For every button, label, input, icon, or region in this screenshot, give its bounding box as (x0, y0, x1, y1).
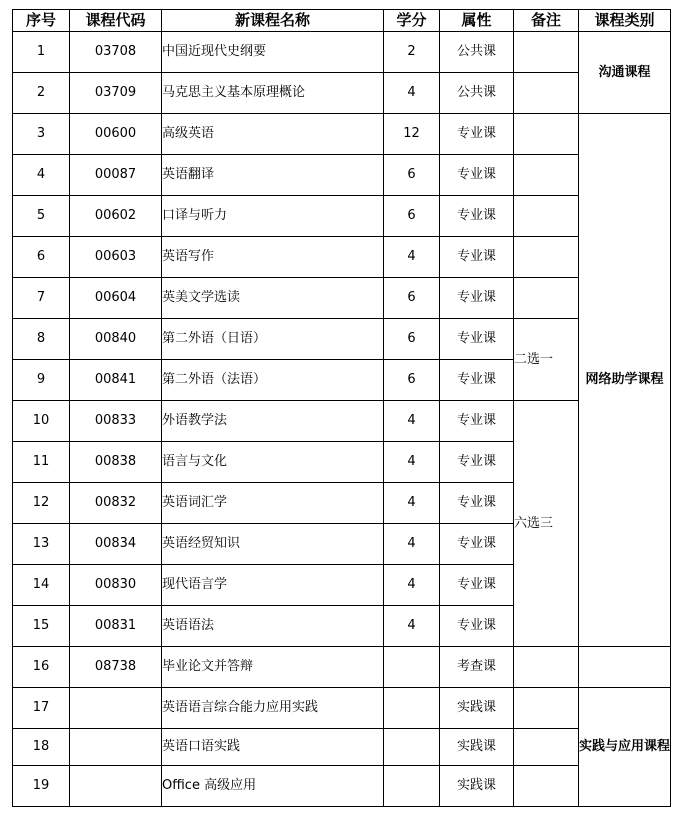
cell-code: 00840 (70, 319, 162, 360)
cell-no: 14 (13, 565, 70, 606)
note-choose-six-three: 六选三 (514, 401, 579, 647)
cell-attr: 专业课 (440, 483, 514, 524)
cell-code: 00831 (70, 606, 162, 647)
cell-no: 5 (13, 196, 70, 237)
cell-attr: 实践课 (440, 688, 514, 729)
header-no: 序号 (13, 10, 70, 32)
table-row (13, 155, 671, 196)
cell-attr: 专业课 (440, 401, 514, 442)
cell-no: 9 (13, 360, 70, 401)
cell-note (514, 196, 579, 237)
cell-no: 12 (13, 483, 70, 524)
cell-name: 英语写作 (162, 237, 384, 278)
cell-note (514, 647, 579, 688)
cell-attr: 专业课 (440, 524, 514, 565)
cell-code: 00832 (70, 483, 162, 524)
cell-credit (384, 688, 440, 729)
cell-no: 17 (13, 688, 70, 729)
cell-code (70, 766, 162, 807)
cell-attr: 专业课 (440, 237, 514, 278)
table-row (13, 278, 671, 319)
cell-code (70, 688, 162, 729)
cell-attr: 专业课 (440, 155, 514, 196)
category-online: 网络助学课程 (579, 114, 671, 647)
cell-category (579, 647, 671, 688)
cell-note (514, 114, 579, 155)
table-row (13, 32, 671, 73)
cell-attr: 公共课 (440, 32, 514, 73)
course-table (12, 9, 671, 807)
cell-credit: 4 (384, 524, 440, 565)
cell-code: 00830 (70, 565, 162, 606)
header-note: 备注 (514, 10, 579, 32)
cell-credit: 6 (384, 155, 440, 196)
cell-attr: 专业课 (440, 565, 514, 606)
cell-name: 第二外语（日语） (162, 319, 384, 360)
cell-credit: 6 (384, 360, 440, 401)
cell-name: 英语词汇学 (162, 483, 384, 524)
cell-attr: 考查课 (440, 647, 514, 688)
cell-credit: 2 (384, 32, 440, 73)
cell-note (514, 32, 579, 73)
cell-attr: 实践课 (440, 729, 514, 766)
table-row (13, 647, 671, 688)
header-name: 新课程名称 (162, 10, 384, 32)
cell-no: 3 (13, 114, 70, 155)
cell-credit: 12 (384, 114, 440, 155)
cell-no: 10 (13, 401, 70, 442)
cell-code: 00087 (70, 155, 162, 196)
cell-credit: 4 (384, 73, 440, 114)
cell-credit (384, 766, 440, 807)
cell-name: 英语口语实践 (162, 729, 384, 766)
cell-credit: 4 (384, 483, 440, 524)
cell-note (514, 729, 579, 766)
cell-credit: 4 (384, 606, 440, 647)
cell-name: 现代语言学 (162, 565, 384, 606)
cell-credit: 4 (384, 401, 440, 442)
cell-code: 00600 (70, 114, 162, 155)
cell-no: 11 (13, 442, 70, 483)
table-row (13, 688, 671, 729)
cell-attr: 专业课 (440, 442, 514, 483)
cell-code: 00604 (70, 278, 162, 319)
cell-no: 18 (13, 729, 70, 766)
cell-name: 英语语言综合能力应用实践 (162, 688, 384, 729)
table-row (13, 196, 671, 237)
cell-attr: 专业课 (440, 606, 514, 647)
cell-name: 语言与文化 (162, 442, 384, 483)
category-communication: 沟通课程 (579, 32, 671, 114)
cell-no: 8 (13, 319, 70, 360)
cell-name: 英语翻译 (162, 155, 384, 196)
table-row (13, 401, 671, 442)
cell-attr: 专业课 (440, 360, 514, 401)
cell-no: 15 (13, 606, 70, 647)
header-attr: 属性 (440, 10, 514, 32)
cell-attr: 实践课 (440, 766, 514, 807)
cell-note (514, 278, 579, 319)
cell-no: 16 (13, 647, 70, 688)
cell-no: 7 (13, 278, 70, 319)
cell-name: 中国近现代史纲要 (162, 32, 384, 73)
cell-name: 毕业论文并答辩 (162, 647, 384, 688)
cell-credit: 6 (384, 319, 440, 360)
cell-credit: 4 (384, 565, 440, 606)
cell-name: 马克思主义基本原理概论 (162, 73, 384, 114)
cell-attr: 专业课 (440, 278, 514, 319)
cell-code: 00841 (70, 360, 162, 401)
cell-code: 08738 (70, 647, 162, 688)
cell-no: 1 (13, 32, 70, 73)
header-code: 课程代码 (70, 10, 162, 32)
table-row (13, 729, 671, 766)
cell-attr: 专业课 (440, 196, 514, 237)
cell-name: 外语教学法 (162, 401, 384, 442)
table-row (13, 766, 671, 807)
cell-credit: 4 (384, 442, 440, 483)
cell-attr: 专业课 (440, 114, 514, 155)
cell-note (514, 73, 579, 114)
cell-attr: 专业课 (440, 319, 514, 360)
cell-code: 03709 (70, 73, 162, 114)
cell-no: 13 (13, 524, 70, 565)
header-credit: 学分 (384, 10, 440, 32)
cell-no: 2 (13, 73, 70, 114)
table-header-row (13, 10, 671, 32)
table-row (13, 237, 671, 278)
cell-no: 4 (13, 155, 70, 196)
category-practice: 实践与应用课程 (579, 688, 671, 807)
table-row (13, 114, 671, 155)
cell-no: 6 (13, 237, 70, 278)
cell-code: 03708 (70, 32, 162, 73)
cell-no: 19 (13, 766, 70, 807)
cell-code: 00833 (70, 401, 162, 442)
cell-name: 英语语法 (162, 606, 384, 647)
cell-name: 英美文学选读 (162, 278, 384, 319)
table-row (13, 319, 671, 360)
cell-code: 00602 (70, 196, 162, 237)
cell-credit: 6 (384, 278, 440, 319)
table-row (13, 73, 671, 114)
cell-credit: 4 (384, 237, 440, 278)
cell-code: 00603 (70, 237, 162, 278)
cell-credit (384, 729, 440, 766)
cell-credit (384, 647, 440, 688)
cell-name: 第二外语（法语） (162, 360, 384, 401)
cell-note (514, 766, 579, 807)
cell-code: 00838 (70, 442, 162, 483)
cell-note (514, 688, 579, 729)
cell-credit: 6 (384, 196, 440, 237)
cell-name: 口译与听力 (162, 196, 384, 237)
note-choose-two-one: 二选一 (514, 319, 579, 401)
cell-attr: 公共课 (440, 73, 514, 114)
cell-note (514, 155, 579, 196)
header-category: 课程类别 (579, 10, 671, 32)
cell-name: Office 高级应用 (162, 766, 384, 807)
cell-note (514, 237, 579, 278)
cell-name: 高级英语 (162, 114, 384, 155)
cell-name: 英语经贸知识 (162, 524, 384, 565)
cell-code (70, 729, 162, 766)
cell-code: 00834 (70, 524, 162, 565)
